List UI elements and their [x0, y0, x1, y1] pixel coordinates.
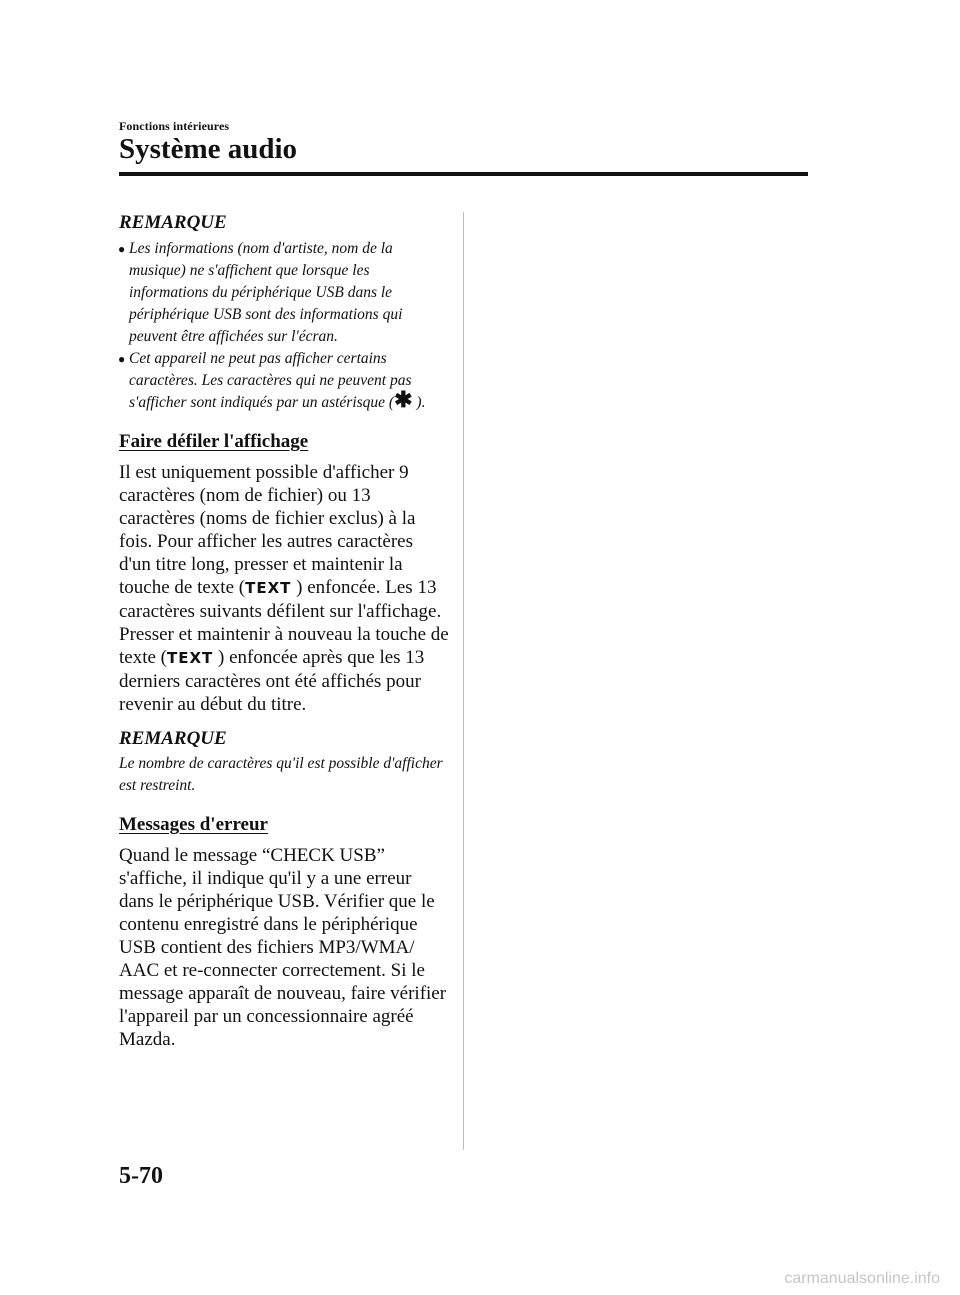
bullet-icon: ● — [118, 352, 126, 366]
scroll-text-part2: ) enfoncée. Les 13 caractères suivants défilent sur l'affichage. Presser et maintenir à nouveau la touche de texte ( — [119, 577, 449, 668]
watermark: carmanualsonline.info — [784, 1270, 940, 1287]
note-text-char-limit: Le nombre de caractères qu'il est possible d'afficher est restreint. — [119, 755, 443, 794]
scroll-display-paragraph — [119, 461, 449, 716]
header-rule — [119, 172, 808, 176]
scroll-display-heading: Faire défiler l'affichage — [119, 431, 309, 452]
left-column — [119, 212, 449, 1051]
scroll-text-part1: Il est uniquement possible d'afficher 9 caractères (nom de fichier) ou 13 caractères (noms de fichier exclus) à la fois. Pour afficher les autres caractères d'un titre long, presser et maintenir la touche de texte ( — [119, 462, 416, 598]
text-key-icon: TEXT — [245, 579, 292, 597]
note-item-info-display — [119, 238, 449, 348]
error-messages-heading: Messages d'erreur — [119, 814, 268, 835]
note-list — [119, 238, 449, 414]
note-item-text: Les informations (nom d'artiste, nom de la musique) ne s'affichent que lorsque les informations du périphérique USB dans le périphérique USB sont des informations qui peuvent être affichées sur l'écran. — [129, 240, 403, 345]
note-item-unsupported-chars — [119, 348, 449, 414]
note-item-text: Cet appareil ne peut pas afficher certains caractères. Les caractères qui ne peuvent pas s'afficher sont indiqués par un astérisque ( — [129, 350, 412, 411]
column-divider — [463, 212, 464, 1150]
note-heading-2: REMARQUE — [119, 728, 227, 749]
error-messages-paragraph: Quand le message “CHECK USB” s'affiche, il indique qu'il y a une erreur dans le périphérique USB. Vérifier que le contenu enregistré dans le périphérique USB contient des fichiers MP3/WMA/ AAC et re-connecter correctement. Si le message apparaît de nouveau, faire vérifier l'appareil par un concessionnaire agréé Mazda. — [119, 845, 447, 1050]
chapter-title: Système audio — [119, 133, 298, 165]
scroll-text-part3: ) enfoncée après que les 13 derniers caractères ont été affichés pour revenir au début du titre. — [119, 647, 425, 715]
note-item-text-end: ). — [412, 394, 426, 411]
text-key-icon: TEXT — [167, 649, 214, 667]
page-number: 5-70 — [119, 1163, 163, 1189]
section-label: Fonctions intérieures — [119, 119, 230, 133]
asterisk-icon: ✱ — [394, 387, 413, 412]
bullet-icon: ● — [118, 242, 126, 256]
note-heading: REMARQUE — [119, 212, 227, 233]
